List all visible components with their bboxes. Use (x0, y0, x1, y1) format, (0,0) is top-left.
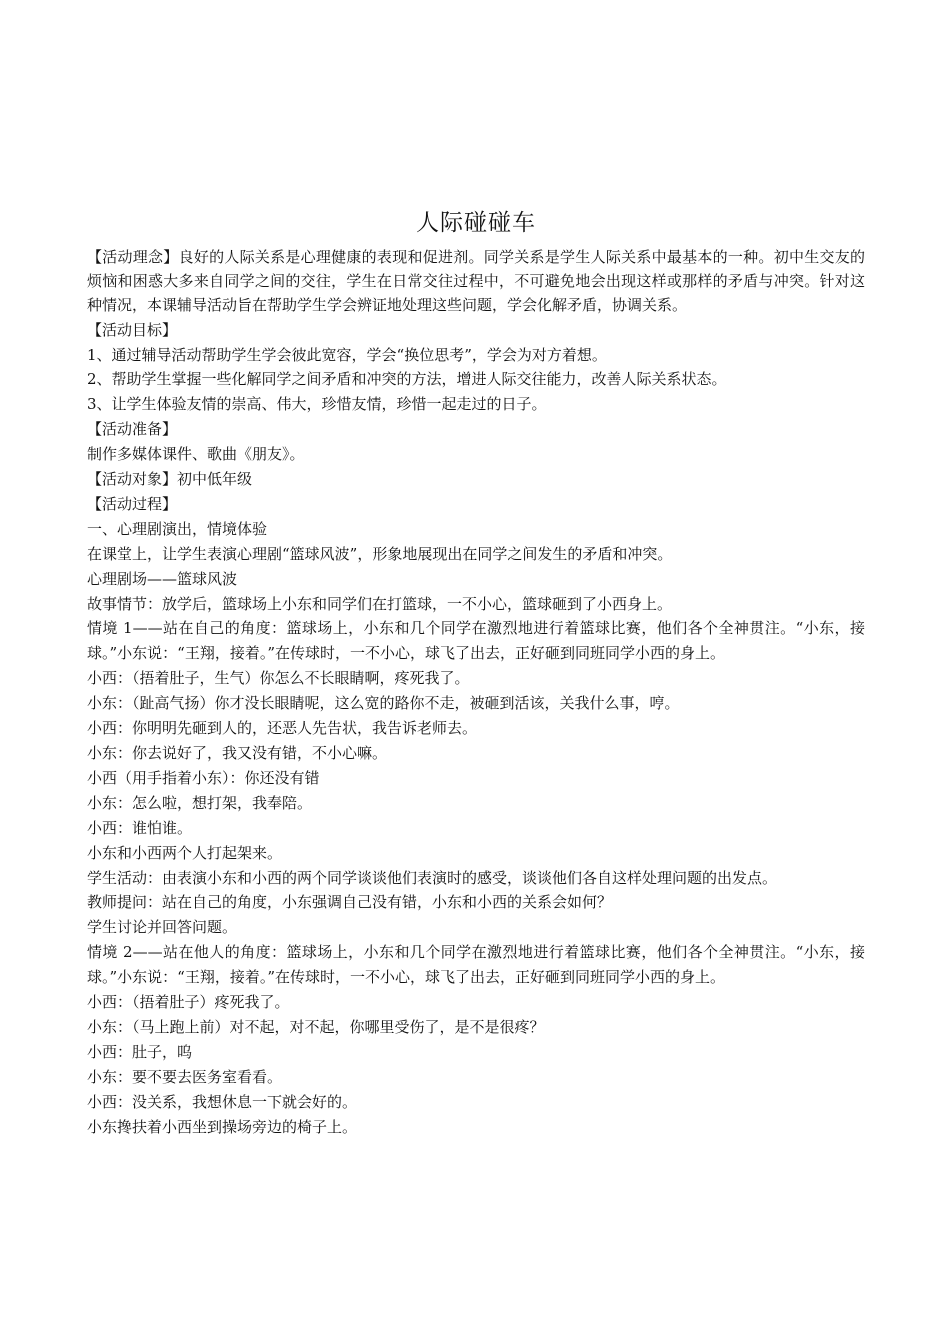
dialogue-line: 小西：谁怕谁。 (87, 818, 193, 837)
paragraph-activity-concept: 【活动理念】良好的人际关系是心理健康的表现和促进剂。同学关系是学生人际关系中最基本的一种。初中生交友的烦恼和困惑大多来自同学之间的交往，学生在日常交往过程中，不可避免地会出现这样或那样的矛盾与冲突。针对这种情况，本课辅导活动旨在帮助学生学会辨证地处理这些问题，学会化解矛盾，协调关系。 (87, 248, 865, 315)
dialogue-line: 小西：肚子，呜 (87, 1042, 193, 1061)
paragraph-text: 在课堂上，让学生表演心理剧“篮球风波”，形象地展现出在同学之间发生的矛盾和冲突。 (87, 544, 673, 563)
scenario-1: 情境 1——站在自己的角度：篮球场上，小东和几个同学在激烈地进行着篮球比赛，他们各个全神贯注。“小东，接球。”小东说：“王翔，接着。”在传球时，一不小心，球飞了出去，正好砸到同班同学小西的身上。 (87, 619, 865, 663)
dialogue-line: 小东：要不要去医务室看看。 (87, 1067, 283, 1086)
goal-item-2: 2、帮助学生掌握一些化解同学之间矛盾和冲突的方法，增进人际交往能力，改善人际关系状态。 (87, 370, 727, 389)
document-title: 人际碰碰车 (416, 210, 536, 236)
student-discussion: 学生讨论并回答问题。 (87, 918, 238, 937)
heading-activity-process: 【活动过程】 (87, 494, 178, 513)
dialogue-line: 小东：（马上跑上前）对不起，对不起，你哪里受伤了，是不是很疼？ (87, 1017, 545, 1036)
narration-line: 小东搀扶着小西坐到操场旁边的椅子上。 (87, 1117, 358, 1136)
dialogue-line: 小西：（捂着肚子）疼死我了。 (87, 993, 290, 1012)
dialogue-line: 小西：没关系，我想休息一下就会好的。 (87, 1092, 358, 1111)
heading-activity-preparation: 【活动准备】 (87, 420, 178, 439)
story-plot: 故事情节：放学后，篮球场上小东和同学们在打篮球，一不小心，篮球砸到了小西身上。 (87, 594, 673, 613)
goal-item-1: 1、通过辅导活动帮助学生学会彼此宽容，学会“换位思考”，学会为对方着想。 (87, 345, 607, 364)
document-body (87, 245, 865, 1140)
heading-activity-goals: 【活动目标】 (87, 320, 178, 339)
document-page (87, 207, 865, 1140)
drama-title: 心理剧场——篮球风波 (87, 569, 238, 588)
dialogue-line: 小西（用手指着小东）：你还没有错 (87, 768, 320, 787)
narration-line: 小东和小西两个人打起架来。 (87, 843, 283, 862)
dialogue-line: 小东：（趾高气扬）你才没长眼睛呢，这么宽的路你不走，被砸到活该，关我什么事，哼。 (87, 694, 680, 713)
dialogue-line: 小东：怎么啦，想打架，我奉陪。 (87, 793, 313, 812)
dialogue-line: 小西：你明明先砸到人的，还恶人先告状，我告诉老师去。 (87, 719, 478, 738)
preparation-text: 制作多媒体课件、歌曲《朋友》。 (87, 445, 305, 464)
teacher-question: 教师提问：站在自己的角度，小东强调自己没有错，小东和小西的关系会如何？ (87, 893, 613, 912)
student-activity: 学生活动：由表演小东和小西的两个同学谈谈他们表演时的感受，谈谈他们各自这样处理问题的出发点。 (87, 868, 778, 887)
scenario-2: 情境 2——站在他人的角度：篮球场上，小东和几个同学在激烈地进行着篮球比赛，他们各个全神贯注。“小东，接球。”小东说：“王翔，接着。”在传球时，一不小心，球飞了出去，正好砸到同班同学小西的身上。 (87, 943, 865, 987)
dialogue-line: 小西：（捂着肚子，生气）你怎么不长眼睛啊，疼死我了。 (87, 669, 470, 688)
dialogue-line: 小东：你去说好了，我又没有错，不小心嘛。 (87, 744, 388, 763)
goal-item-3: 3、让学生体验友情的崇高、伟大，珍惜友情，珍惜一起走过的日子。 (87, 395, 547, 414)
activity-audience: 【活动对象】初中低年级 (87, 470, 253, 489)
section-heading-1: 一、心理剧演出，情境体验 (87, 519, 268, 538)
